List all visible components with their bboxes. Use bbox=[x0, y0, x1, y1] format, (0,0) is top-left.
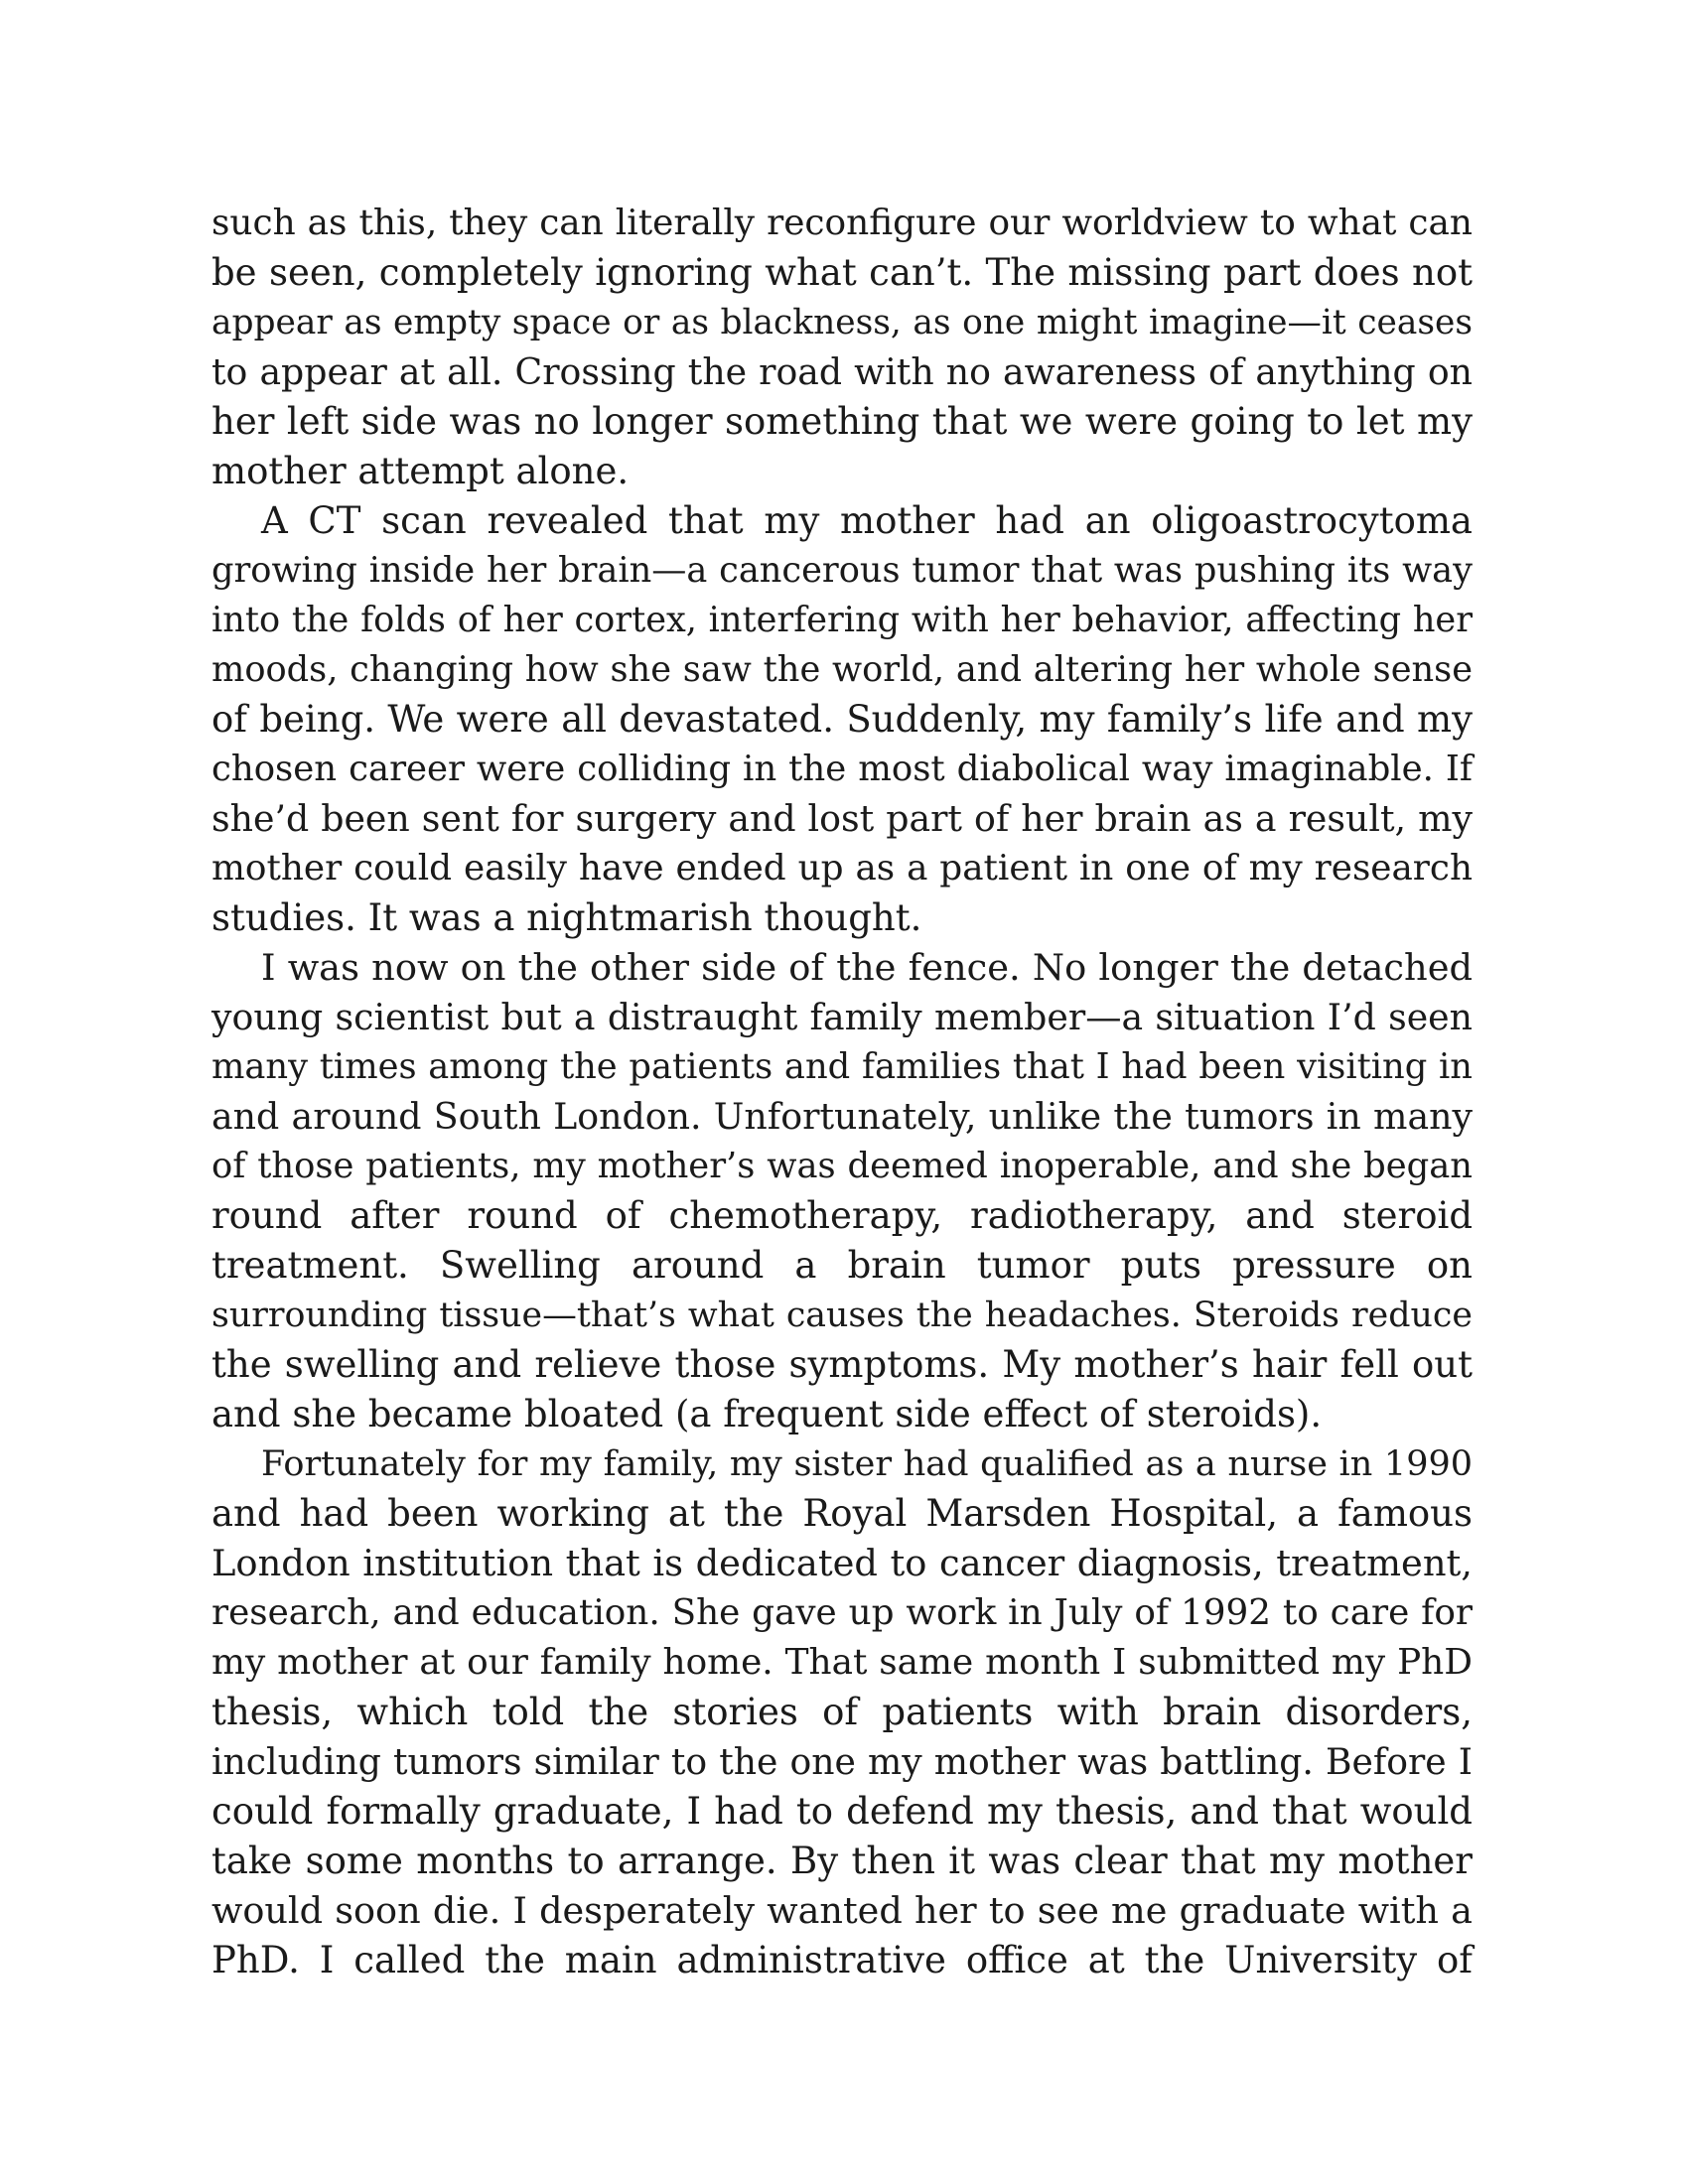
paragraph-1 bbox=[211, 199, 1473, 496]
paragraph-3 bbox=[211, 943, 1473, 1439]
text-line: treatment. Swelling around a brain tumor puts pressure on bbox=[211, 1244, 1473, 1287]
paragraph-4 bbox=[211, 1439, 1473, 1985]
text-line: she’d been sent for surgery and lost part of her brain as a result, my bbox=[211, 797, 1473, 840]
text-line: thesis, which told the stories of patients with brain disorders, bbox=[211, 1691, 1473, 1733]
text-line: research, and education. She gave up work in July of 1992 to care for bbox=[211, 1592, 1473, 1633]
text-line: into the folds of her cortex, interfering with her behavior, affecting her bbox=[211, 600, 1473, 640]
text-line: mother attempt alone. bbox=[211, 450, 630, 492]
text-line: her left side was no longer something that we were going to let my bbox=[211, 400, 1473, 443]
text-line: chosen career were colliding in the most diabolical way imaginable. If bbox=[211, 749, 1473, 789]
text-line: round after round of chemotherapy, radiotherapy, and steroid bbox=[211, 1194, 1473, 1237]
text-line: and had been working at the Royal Marsden Hospital, a famous bbox=[211, 1492, 1473, 1535]
text-line: such as this, they can literally reconfigure our worldview to what can bbox=[211, 203, 1473, 243]
text-line: many times among the patients and families that I had been visiting in bbox=[211, 1046, 1473, 1087]
text-line: studies. It was a nightmarish thought. bbox=[211, 896, 922, 939]
text-line: I was now on the other side of the fence. No longer the detached bbox=[261, 946, 1473, 989]
text-line: of those patients, my mother’s was deemed inoperable, and she began bbox=[211, 1146, 1473, 1186]
text-line: the swelling and relieve those symptoms. My mother’s hair fell out bbox=[211, 1343, 1473, 1386]
text-line: and she became bloated (a frequent side effect of steroids). bbox=[211, 1393, 1323, 1435]
text-line: Fortunately for my family, my sister had qualified as a nurse in 1990 bbox=[261, 1444, 1473, 1484]
text-line: my mother at our family home. That same month I submitted my PhD bbox=[211, 1642, 1473, 1683]
text-line: A CT scan revealed that my mother had an oligoastrocytoma bbox=[261, 499, 1473, 542]
text-line: London institution that is dedicated to cancer diagnosis, treatment, bbox=[211, 1542, 1473, 1584]
text-line: to appear at all. Crossing the road with no awareness of anything on bbox=[211, 350, 1473, 393]
text-line: and around South London. Unfortunately, unlike the tumors in many bbox=[211, 1095, 1473, 1138]
text-line: growing inside her brain—a cancerous tumor that was pushing its way bbox=[211, 550, 1473, 591]
text-line: of being. We were all devastated. Suddenly, my family’s life and my bbox=[211, 698, 1473, 741]
text-line: young scientist but a distraught family member—a situation I’d seen bbox=[211, 996, 1473, 1038]
text-line: including tumors similar to the one my mother was battling. Before I bbox=[211, 1740, 1473, 1783]
text-line: could formally graduate, I had to defend my thesis, and that would bbox=[211, 1790, 1473, 1833]
text-line: moods, changing how she saw the world, and altering her whole sense bbox=[211, 649, 1473, 690]
text-line: would soon die. I desperately wanted her to see me graduate with a bbox=[211, 1889, 1473, 1932]
paragraph-2 bbox=[211, 496, 1473, 943]
text-line: mother could easily have ended up as a patient in one of my research bbox=[211, 848, 1473, 888]
text-line: surrounding tissue—that’s what causes the headaches. Steroids reduce bbox=[211, 1296, 1473, 1335]
body-text bbox=[211, 199, 1473, 1985]
text-line: take some months to arrange. By then it was clear that my mother bbox=[211, 1840, 1473, 1882]
text-line: appear as empty space or as blackness, as one might imagine—it ceases bbox=[211, 303, 1473, 342]
text-line: be seen, completely ignoring what can’t. The missing part does not bbox=[211, 251, 1473, 294]
text-line: PhD. I called the main administrative office at the University of bbox=[211, 1939, 1473, 1981]
